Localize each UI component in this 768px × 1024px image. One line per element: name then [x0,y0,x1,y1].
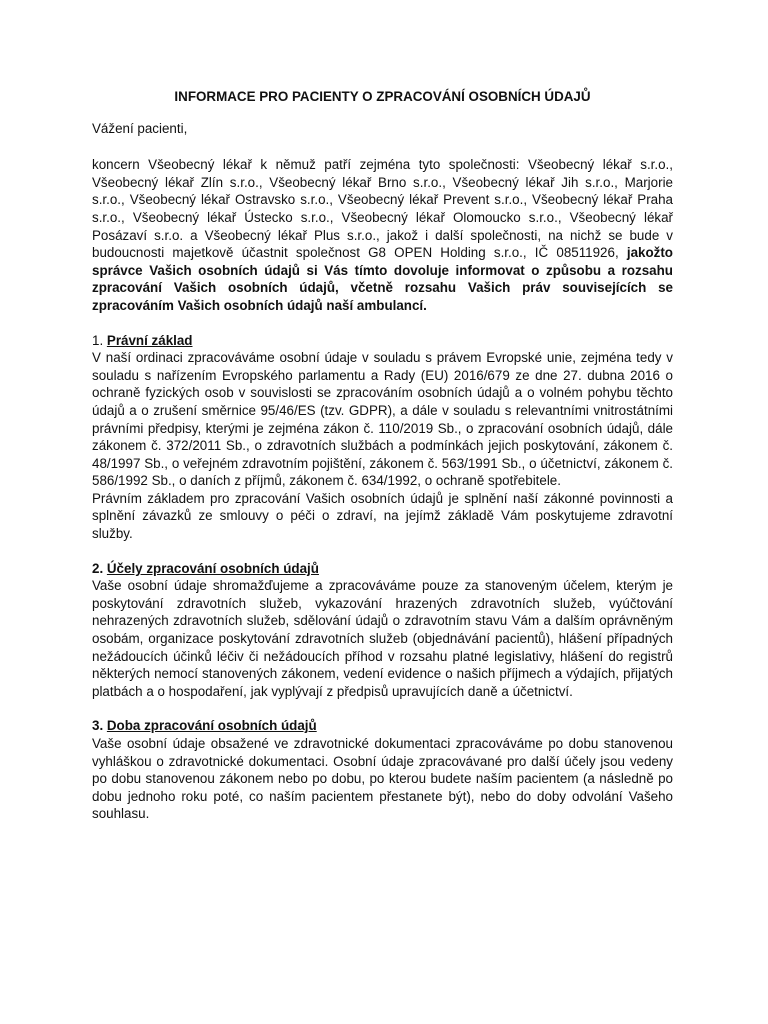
section-heading-text: Právní základ [106,332,193,348]
document-title: INFORMACE PRO PACIENTY O ZPRACOVÁNÍ OSOBNÍCH ÚDAJŮ [174,89,591,104]
section-number: 3. [92,718,107,734]
section-heading [92,560,673,578]
section-heading-text: Účely zpracování osobních údajů [106,560,319,576]
section-number: 2. [92,560,107,576]
section-purposes [92,560,673,701]
section-number: 1. [92,332,107,348]
intro-text: koncern Všeobecný lékař k němuž patří zejména tyto společnosti: Všeobecný lékař s.r.o., Všeobecný lékař Zlín s.r.o., Všeobecný lékař Brno s.r.o., Všeobecný lékař Jih s.r.o., Marjorie s.r.o., Všeobecný lékař Ostravsko s.r.o., Všeobecný lékař Prevent s.r.o., Všeobecný lékař Praha s.r.o., Všeobecný lékař Ústecko s.r.o., Všeobecný lékař Olomoucko s.r.o., Všeobecný lékař Posázaví s.r.o. a Všeobecný lékař Plus s.r.o., jakož i další společnosti, na nichž se bude v budoucnosti majetkově účastnit společnost G8 OPEN Holding s.r.o., IČ 08511926, [92,157,673,261]
section-legal-basis [92,332,673,543]
section-heading-text: Doba zpracování osobních údajů [106,718,317,734]
section-paragraph: V naší ordinaci zpracováváme osobní údaje v souladu s právem Evropské unie, zejména tedy v souladu s nařízením Evropského parlamentu a Rady (EU) 2016/679 ze dne 27. dubna 2016 o ochraně fyzických osob v souvislosti se zpracováním osobních údajů a o volném pohybu těchto údajů a o zrušení směrnice 95/46/ES (tzv. GDPR), a dále v souladu s relevantními vnitrostátními právními předpisy, kterými je zejména zákon č. 110/2019 Sb., o zpracování osobních údajů, dále zákonem č. 372/2011 Sb., o zdravotních službách a podmínkách jejich poskytování, zákonem č. 48/1997 Sb., o veřejném zdravotním pojištění, zákonem č. 563/1991 Sb., o účetnictví, zákonem č. 586/1992 Sb., o daních z příjmů, zákonem č. 634/1992, o ochraně spotřebitele. [92,350,673,489]
section-paragraph: Vaše osobní údaje shromažďujeme a zpracováváme pouze za stanoveným účelem, kterým je poskytování zdravotních služeb, vykazování hrazených zdravotních služeb, vyúčtování nehrazených zdravotních služeb, sdělování údajů o zdravotním stavu Vám a dalším oprávněným osobám, organizace poskytování zdravotních služeb (objednávání pacientů), hlášení případných nežádoucích účinků léčiv či nežádoucích příhod v rozsahu platné legislativy, hlášení do registrů některých nemocí stanovených zákonem, vedení evidence o našich příjmech a výdajích, přijatých platbách a o hospodaření, jak vyplývají z předpisů upravujících daně a účetnictví. [92,578,673,699]
document-page [92,88,673,823]
greeting: Vážení pacienti, [92,120,188,136]
section-paragraph: Právním základem pro zpracování Vašich osobních údajů je splnění naší zákonné povinnosti a splnění závazků ze smlouvy o péči o zdraví, na jejímž základě Vám poskytujeme zdravotní služby. [92,490,673,542]
intro-paragraph [92,156,673,314]
section-heading [92,332,673,350]
section-retention-period [92,717,673,823]
intro-bold-text: jakožto správce Vašich osobních údajů si Vás tímto dovoluje informovat o způsobu a rozsahu zpracování Vašich osobních údajů, včetně rozsahu Vašich práv souvisejících se zpracováním Vašich osobních údajů naší ambulancí. [92,245,673,313]
section-paragraph: Vaše osobní údaje obsažené ve zdravotnické dokumentaci zpracováváme po dobu stanovenou vyhláškou o zdravotnické dokumentaci. Osobní údaje zpracovávané pro další účely jsou vedeny po dobu stanovenou zákonem nebo po dobu, po kterou budete naším pacientem (a následně po dobu jednoho roku poté, co naším pacientem přestanete být), nebo do doby odvolání Vašeho souhlasu. [92,736,673,822]
section-heading [92,717,673,735]
